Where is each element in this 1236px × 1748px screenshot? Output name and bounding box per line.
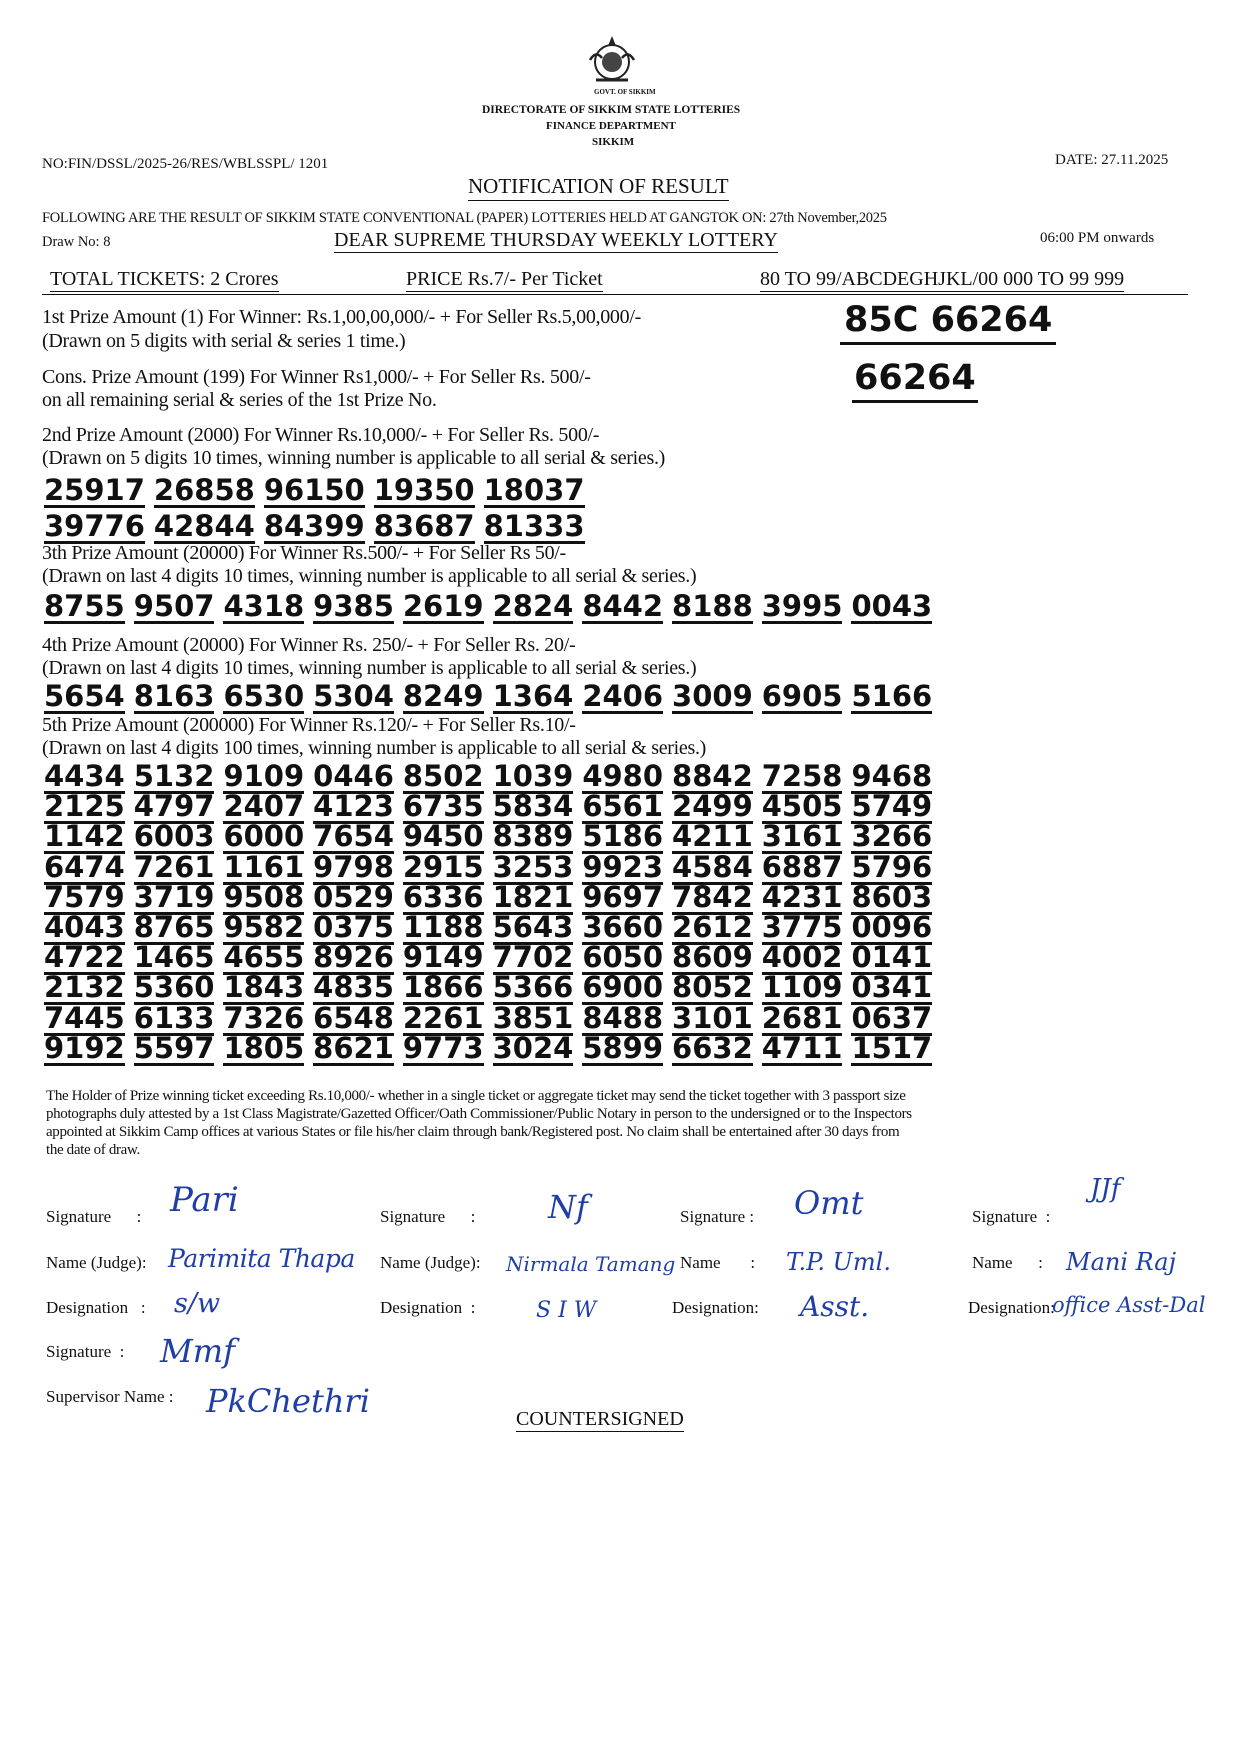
notice-line2: photographs duly attested by a 1st Class Magistrate/Gazetted Officer/Oath Commissioner/Public Notary in person to the undersigned or to the Inspectors [46, 1106, 912, 1122]
winning-number: 0529 [313, 879, 394, 914]
winning-number: 9508 [223, 879, 305, 914]
winning-number: 39776 [44, 509, 145, 543]
winning-number: 6474 [44, 849, 125, 884]
winning-number: 9450 [402, 819, 484, 854]
winning-number: 8842 [672, 759, 753, 793]
directorate-label: DIRECTORATE OF SIKKIM STATE LOTTERIES [482, 104, 741, 116]
signature-col2: Nf [548, 1188, 588, 1226]
winning-number: 3851 [492, 1000, 574, 1035]
winning-number: 4002 [761, 940, 843, 975]
winning-number: 2125 [44, 789, 125, 824]
designation-col3: Asst. [800, 1290, 870, 1323]
winning-number: 6133 [133, 1000, 215, 1035]
designation-label-2: Designation : [380, 1298, 476, 1317]
winning-number: 2132 [44, 970, 125, 1005]
ticket-price: PRICE Rs.7/- Per Ticket [406, 268, 603, 290]
winning-number: 1517 [851, 1030, 933, 1065]
winning-number: 0446 [313, 759, 394, 793]
third-prize-line2: (Drawn on last 4 digits 10 times, winning number is applicable to all serial & series.) [42, 565, 697, 587]
cons-prize-line1: Cons. Prize Amount (199) For Winner Rs1,000/- + For Seller Rs. 500/- [42, 366, 591, 388]
winning-number: 6561 [582, 789, 664, 824]
signature-label-supervisor: Signature : [46, 1342, 125, 1361]
notification-date: DATE: 27.11.2025 [1055, 152, 1169, 168]
notice-line4: the date of draw. [46, 1142, 140, 1158]
winning-number: 8603 [851, 879, 933, 914]
winning-number: 9923 [582, 849, 664, 884]
second-prize-line1: 2nd Prize Amount (2000) For Winner Rs.10,000/- + For Seller Rs. 500/- [42, 424, 600, 446]
second-prize-row [44, 473, 594, 508]
sikkim-emblem-icon [584, 32, 640, 88]
name-judge-label-2: Name (Judge): [380, 1253, 481, 1272]
winning-number: 18037 [483, 473, 585, 507]
judge-name-col1: Parimita Thapa [168, 1244, 355, 1273]
winning-number: 7579 [44, 879, 125, 914]
winning-number: 2619 [402, 589, 484, 623]
winning-number: 6530 [223, 679, 305, 713]
winning-number: 1805 [223, 1030, 305, 1065]
winning-number: 2915 [402, 849, 484, 884]
third-prize-row [44, 589, 941, 624]
winning-number: 1866 [402, 970, 484, 1005]
fourth-prize-line1: 4th Prize Amount (20000) For Winner Rs. 250/- + For Seller Rs. 20/- [42, 634, 576, 656]
cons-prize-number: 66264 [852, 358, 978, 403]
winning-number: 1465 [133, 940, 215, 975]
winning-number: 25917 [44, 473, 145, 507]
winning-number: 3253 [492, 849, 574, 884]
winning-number: 4980 [582, 759, 664, 793]
winning-number: 84399 [263, 509, 365, 543]
fifth-prize-line1: 5th Prize Amount (200000) For Winner Rs.120/- + For Seller Rs.10/- [42, 714, 576, 736]
winning-number: 5597 [133, 1030, 215, 1065]
winning-number: 1161 [223, 849, 305, 884]
fourth-prize-line2: (Drawn on last 4 digits 10 times, winning number is applicable to all serial & series.) [42, 657, 697, 679]
winning-number: 3101 [672, 1000, 753, 1035]
name-col3: T.P. Uml. [786, 1248, 891, 1276]
winning-number: 4797 [133, 789, 215, 824]
winning-number: 6900 [582, 970, 664, 1005]
winning-number: 5304 [313, 679, 394, 713]
winning-number: 8442 [582, 589, 664, 623]
winning-number: 2261 [402, 1000, 484, 1035]
winning-number: 3719 [133, 879, 215, 914]
designation-label-3: Designation: [672, 1298, 759, 1317]
draw-time: 06:00 PM onwards [1040, 230, 1155, 246]
first-prize-line1: 1st Prize Amount (1) For Winner: Rs.1,00,00,000/- + For Seller Rs.5,00,000/- [42, 306, 641, 328]
winning-number: 4722 [44, 940, 125, 975]
winning-number: 8926 [313, 940, 394, 975]
winning-number: 8755 [44, 589, 125, 623]
winning-number: 7326 [223, 1000, 305, 1035]
winning-number: 0637 [851, 1000, 933, 1035]
winning-number: 5749 [851, 789, 933, 824]
series-range: 80 TO 99/ABCDEGHJKL/00 000 TO 99 999 [760, 268, 1125, 290]
winning-number: 3024 [492, 1030, 574, 1065]
govt-label: GOVT. OF SIKKIM [594, 88, 656, 96]
name-label-4: Name : [972, 1253, 1043, 1272]
winning-number: 1843 [223, 970, 305, 1005]
state-label: SIKKIM [592, 136, 635, 148]
total-tickets: TOTAL TICKETS: 2 Crores [50, 268, 279, 290]
winning-number: 8188 [672, 589, 753, 623]
winning-number: 2681 [761, 1000, 843, 1035]
signature-label-1: Signature : [46, 1207, 142, 1226]
winning-number: 9468 [851, 759, 933, 793]
page-title: NOTIFICATION OF RESULT [468, 174, 729, 201]
winning-number: 9773 [402, 1030, 484, 1065]
first-prize-number: 85C 66264 [840, 300, 1056, 345]
signature-col1: Pari [170, 1180, 239, 1220]
winning-number: 9149 [402, 940, 484, 975]
winning-number: 5132 [133, 759, 215, 793]
winning-number: 7445 [44, 1000, 125, 1035]
winning-number: 8621 [313, 1030, 394, 1065]
second-prize-row [44, 509, 594, 544]
winning-number: 6632 [672, 1030, 753, 1065]
winning-number: 3009 [672, 679, 753, 713]
winning-number: 1821 [492, 879, 574, 914]
winning-number: 8488 [582, 1000, 664, 1035]
winning-number: 4318 [223, 589, 305, 623]
winning-number: 3161 [761, 819, 843, 854]
supervisor-name-label: Supervisor Name : [46, 1387, 174, 1406]
winning-number: 19350 [373, 473, 475, 507]
countersigned-label: COUNTERSIGNED [516, 1408, 684, 1430]
winning-number: 4434 [44, 759, 125, 793]
winning-number: 8502 [402, 759, 484, 793]
winning-number: 3995 [761, 589, 843, 623]
winning-number: 2406 [582, 679, 664, 713]
winning-number: 1188 [402, 910, 484, 944]
winning-number: 4231 [761, 879, 843, 914]
winning-number: 6003 [133, 819, 215, 854]
winning-number: 2407 [223, 789, 305, 824]
winning-number: 9582 [223, 910, 305, 944]
winning-number: 1039 [492, 759, 574, 793]
winning-number: 4211 [672, 819, 753, 854]
winning-number: 4043 [44, 910, 125, 944]
winning-number: 8389 [492, 819, 574, 854]
designation-label-1: Designation : [46, 1298, 146, 1317]
winning-number: 5899 [582, 1030, 664, 1065]
designation-col4: office Asst-Dal [1052, 1293, 1206, 1317]
winning-number: 5166 [851, 679, 933, 713]
judge-name-col2: Nirmala Tamang [506, 1252, 676, 1276]
lottery-name: DEAR SUPREME THURSDAY WEEKLY LOTTERY [334, 229, 778, 251]
winning-number: 6336 [402, 879, 484, 914]
winning-number: 4123 [313, 789, 394, 824]
winning-number: 0096 [851, 910, 933, 944]
winning-number: 0375 [313, 910, 394, 944]
signature-col4: JJf [1090, 1174, 1121, 1204]
winning-number: 2824 [492, 589, 574, 623]
winning-number: 6735 [402, 789, 484, 824]
winning-number: 4835 [313, 970, 394, 1005]
finance-dept-label: FINANCE DEPARTMENT [546, 120, 676, 132]
winning-number: 9507 [133, 589, 215, 623]
fifth-prize-row [44, 1030, 941, 1066]
signature-label-3: Signature : [680, 1207, 755, 1226]
third-prize-line1: 3th Prize Amount (20000) For Winner Rs.500/- + For Seller Rs 50/- [42, 542, 566, 564]
reference-number: NO:FIN/DSSL/2025-26/RES/WBLSSPL/ 1201 [42, 156, 329, 172]
winning-number: 9385 [313, 589, 394, 623]
winning-number: 4655 [223, 940, 305, 975]
winning-number: 8163 [133, 679, 215, 713]
designation-col2: S I W [536, 1298, 597, 1323]
winning-number: 1364 [492, 679, 574, 713]
fourth-prize-row [44, 679, 941, 714]
winning-number: 3266 [851, 819, 933, 854]
draw-number: Draw No: 8 [42, 234, 111, 250]
winning-number: 8249 [402, 679, 484, 713]
winning-number: 9192 [44, 1030, 125, 1065]
winning-number: 7258 [761, 759, 843, 793]
winning-number: 6548 [313, 1000, 394, 1035]
winning-number: 9697 [582, 879, 664, 914]
first-prize-line2: (Drawn on 5 digits with serial & series 1 time.) [42, 330, 406, 352]
winning-number: 5834 [492, 789, 574, 824]
winning-number: 83687 [373, 509, 475, 543]
signature-label-4: Signature : [972, 1207, 1051, 1226]
fifth-prize-line2: (Drawn on last 4 digits 100 times, winning number is applicable to all serial & series.) [42, 737, 707, 759]
winning-number: 2499 [672, 789, 753, 824]
winning-number: 1109 [761, 970, 843, 1005]
winning-number: 1142 [44, 819, 125, 854]
winning-number: 3660 [582, 910, 664, 944]
winning-number: 6905 [761, 679, 843, 713]
cons-prize-line2: on all remaining serial & series of the 1st Prize No. [42, 389, 437, 411]
winning-number: 4584 [672, 849, 753, 884]
winning-number: 8052 [672, 970, 753, 1005]
winning-number: 26858 [153, 473, 255, 507]
following-statement: FOLLOWING ARE THE RESULT OF SIKKIM STATE CONVENTIONAL (PAPER) LOTTERIES HELD AT GANGTOK ON: 27th November,2025 [42, 210, 887, 226]
supervisor-name: PkChethri [206, 1382, 370, 1420]
winning-number: 5796 [851, 849, 933, 884]
winning-number: 7261 [133, 849, 215, 884]
winning-number: 4711 [761, 1030, 843, 1065]
second-prize-line2: (Drawn on 5 digits 10 times, winning number is applicable to all serial & series.) [42, 447, 666, 469]
winning-number: 5360 [133, 970, 215, 1005]
winning-number: 6050 [582, 940, 664, 975]
designation-label-4: Designation: [968, 1298, 1055, 1317]
signature-label-2: Signature : [380, 1207, 476, 1226]
winning-number: 0043 [851, 589, 933, 623]
winning-number: 8609 [672, 940, 753, 975]
name-label-3: Name : [680, 1253, 756, 1272]
designation-col1: s/w [174, 1288, 221, 1319]
notice-line3: appointed at Sikkim Camp offices at various States or file his/her claim through bank/Registered post. No claim shall be entertained after 30 days from [46, 1124, 900, 1140]
winning-number: 5186 [582, 819, 664, 854]
winning-number: 9798 [313, 849, 394, 884]
winning-number: 4505 [761, 789, 843, 824]
winning-number: 96150 [263, 473, 365, 507]
winning-number: 5654 [44, 679, 125, 713]
signature-supervisor: Mmf [160, 1332, 235, 1370]
winning-number: 6000 [223, 819, 305, 854]
header-rule [42, 294, 1188, 295]
winning-number: 0141 [851, 940, 933, 975]
winning-number: 7702 [492, 940, 574, 975]
winning-number: 6887 [761, 849, 843, 884]
name-col4: Mani Raj [1066, 1248, 1177, 1276]
winning-number: 81333 [483, 509, 585, 543]
winning-number: 5643 [492, 910, 574, 944]
winning-number: 8765 [133, 910, 215, 944]
winning-number: 2612 [672, 910, 753, 944]
winning-number: 7842 [672, 879, 753, 914]
winning-number: 5366 [492, 970, 574, 1005]
notice-line1: The Holder of Prize winning ticket exceeding Rs.10,000/- whether in a single ticket or aggregate ticket may send the ticket together with 3 passport size [46, 1088, 906, 1104]
winning-number: 42844 [153, 509, 255, 543]
winning-number: 0341 [851, 970, 933, 1005]
winning-number: 9109 [223, 759, 305, 793]
signature-col3: Omt [794, 1184, 864, 1222]
winning-number: 3775 [761, 910, 843, 944]
winning-number: 7654 [313, 819, 394, 854]
name-judge-label-1: Name (Judge): [46, 1253, 147, 1272]
